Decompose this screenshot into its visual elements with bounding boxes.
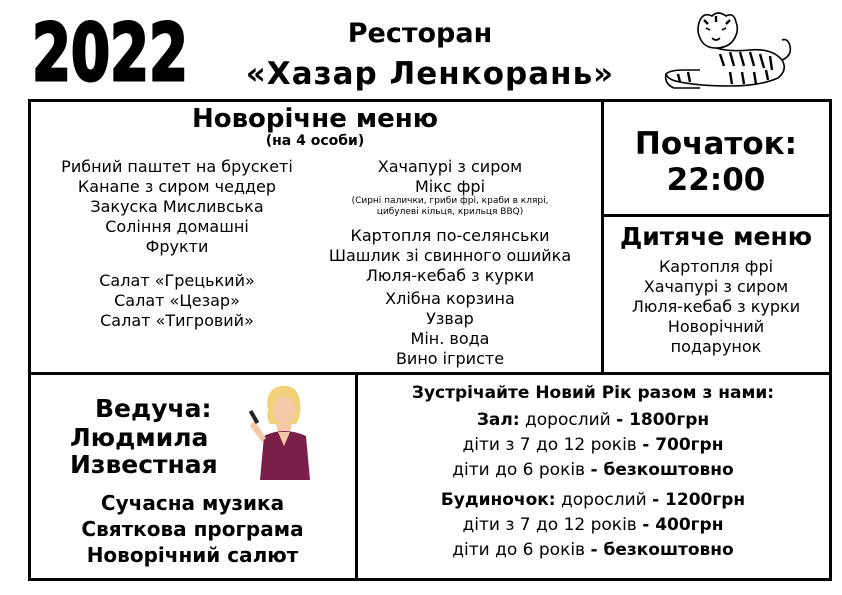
menu-item: Узвар [426, 309, 474, 328]
host-photo [250, 380, 318, 480]
price-row [358, 488, 828, 513]
menu-item: Картопля по-селянськи [350, 226, 550, 245]
price-value: - 1200грн [652, 490, 746, 510]
prices-house [358, 488, 828, 563]
menu-column-salads [32, 271, 322, 331]
program-item: Святкова програма [81, 517, 304, 541]
price-label: дорослий [561, 490, 647, 510]
menu-item: Салат «Грецький» [99, 271, 255, 290]
menu-note-line: (Сирні палички, гриби фрі, краби в клярі, [351, 196, 549, 206]
price-row [358, 513, 828, 538]
program-list [30, 490, 355, 568]
host-name [70, 424, 218, 478]
menu-subtitle: (на 4 особи) [265, 133, 365, 149]
price-label: діти до 6 років [452, 460, 586, 480]
host-label: Ведуча: [95, 394, 212, 423]
menu-item: Мікс фрі [414, 177, 486, 196]
menu-item: Рибний паштет на брускеті [61, 157, 293, 176]
menu-note [300, 196, 600, 218]
price-label: дорослий [525, 410, 611, 430]
tiger-icon [660, 8, 795, 96]
kids-menu-item: Картопля фрі [658, 257, 774, 276]
price-label: діти з 7 до 12 років [462, 435, 637, 455]
host-last-name: Известная [70, 450, 218, 479]
price-value: - безкоштовно [590, 460, 734, 480]
kids-menu-item: Люля-кебаб з курки [631, 297, 801, 316]
price-row [358, 538, 828, 563]
hall-name: Зал: [476, 410, 520, 430]
price-value: - безкоштовно [590, 540, 734, 560]
menu-item: Закуска Мисливська [90, 197, 264, 216]
price-value: - 700грн [642, 435, 724, 455]
menu-column-drinks [300, 289, 600, 369]
price-label: діти до 6 років [452, 540, 586, 560]
price-value: - 1800грн [616, 410, 710, 430]
menu-item: Люля-кебаб з курки [365, 266, 535, 285]
menu-item: Соління домашні [105, 217, 249, 236]
kids-menu-title: Дитяче меню [619, 222, 813, 251]
price-row [358, 433, 828, 458]
program-item: Сучасна музика [100, 491, 285, 515]
host-first-name: Людмила [70, 423, 209, 452]
menu-note-line: цибулеві кільця, крильця BBQ) [376, 207, 524, 217]
price-value: - 400грн [642, 515, 724, 535]
menu-column-hot-mid [300, 226, 600, 286]
prices-title: Зустрічайте Новий Рік разом з нами: [411, 383, 775, 403]
menu-column-hot-top [300, 157, 600, 197]
restaurant-label: Ресторан [347, 18, 493, 49]
menu-item: Вино ігристе [395, 349, 505, 368]
program-item: Новорічний салют [86, 543, 299, 567]
menu-item: Фрукти [145, 237, 209, 256]
menu-item: Салат «Цезар» [114, 291, 240, 310]
kids-menu-item: Хачапурі з сиром [643, 277, 789, 296]
prices-hall [358, 408, 828, 483]
kids-menu-item: Новорічний [667, 317, 765, 336]
restaurant-name: «Хазар Ленкорань» [245, 56, 615, 92]
start-time: 22:00 [666, 162, 766, 198]
menu-item: Хлібна корзина [385, 289, 515, 308]
kids-menu-item: подарунок [670, 337, 762, 356]
price-row [358, 408, 828, 433]
menu-title: Новорічне меню [191, 104, 439, 134]
kids-menu-list [603, 257, 829, 357]
menu-item: Мін. вода [410, 329, 490, 348]
menu-item: Хачапурі з сиром [377, 157, 523, 176]
price-row [358, 458, 828, 483]
menu-column-starters [32, 157, 322, 257]
year-text: 2022 [32, 9, 188, 99]
year-logo [30, 9, 190, 99]
menu-item: Канапе з сиром чеддер [77, 177, 277, 196]
start-label: Початок: [634, 126, 798, 162]
price-label: діти з 7 до 12 років [462, 515, 637, 535]
menu-item: Шашлик зі свинного ошийка [328, 246, 572, 265]
house-name: Будиночок: [440, 490, 556, 510]
menu-item: Салат «Тигровий» [100, 311, 254, 330]
